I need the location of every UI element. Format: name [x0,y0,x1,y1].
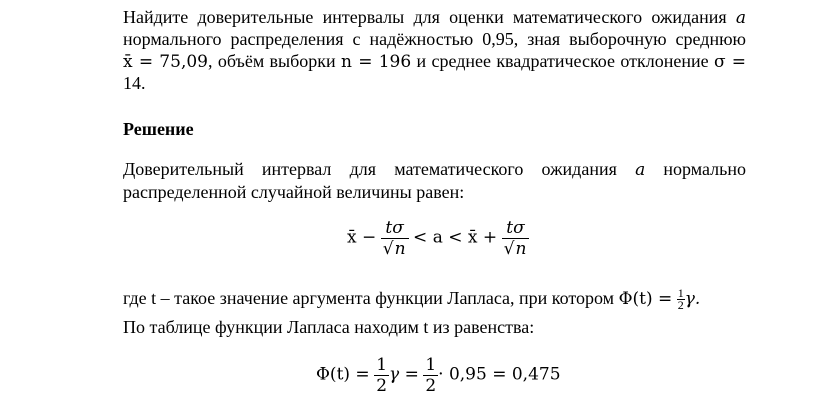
problem-line-4: 14. [123,73,146,93]
solution-text-1a: Доверительный интервал для математического ожидания [123,159,617,179]
sample-size: n = 196 [341,52,412,72]
problem-text-3b: и среднее квадратическое отклонение [416,51,709,71]
solution-text-1b: нормально [663,159,746,179]
laplace-equation [316,355,561,396]
formula1-left: x̄ − [347,227,377,248]
var-a-2: a [635,160,646,180]
confidence-interval-formula [347,218,529,259]
formula1-middle: < a < x̄ + [413,227,498,248]
solution-text-2: где t – такое значение аргумента функции Лапласа, при котором [123,288,615,308]
sample-mean: x̄ = 75,09 [123,52,208,72]
formula2-fraction-1: $\frac{1}{2}$ [376,355,388,396]
problem-text-1: Найдите доверительные интервалы для оценки математического ожидания [123,7,727,27]
half-fraction: $\frac{1}{2}$ [677,286,684,313]
formula2-tail: · 0,95 = 0,475 [438,364,561,385]
problem-line-1 [123,6,746,29]
problem-text-3a: , объём выборки [207,51,336,71]
problem-line-2: нормального распределения с надёжностью 0,95, зная выборочную среднюю [123,29,746,49]
problem-line-3 [123,50,746,73]
laplace-phi: Φ(t) = [618,289,673,309]
sigma-eq: σ = [713,52,747,72]
formula1-fraction-2: $\frac{t\sigma}{√n}$ [502,218,530,259]
formula1-fraction-1: $\frac{t\sigma}{√n}$ [381,218,409,259]
solution-para1-line2: распределенной случайной величины равен: [123,182,465,202]
solution-heading: Решение [123,119,194,139]
solution-para2 [123,287,700,311]
formula2-fraction-2: $\frac{1}{2}$ [425,355,437,396]
formula2-gamma: γ = [389,364,419,385]
solution-para3: По таблице функции Лапласа находим t из равенства: [123,317,535,337]
var-a: a [735,8,747,28]
gamma: γ. [684,289,701,309]
solution-para1-line1 [123,158,746,181]
formula2-phi: Φ(t) = [316,364,370,385]
